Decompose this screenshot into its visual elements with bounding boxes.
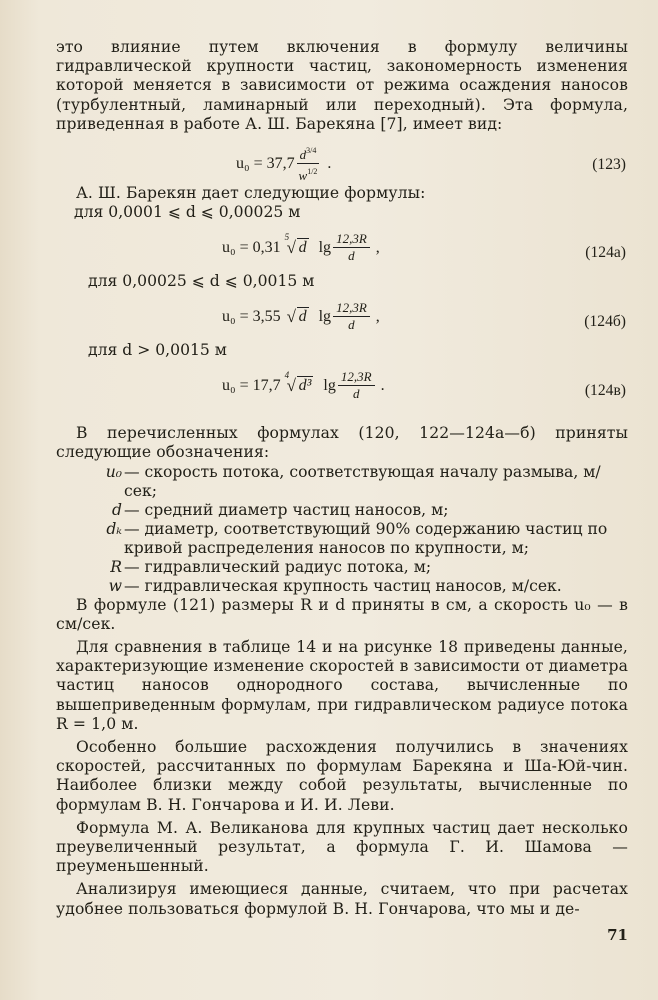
eq124a-label: (124а) [585,244,626,262]
definition-item: d — средний диаметр частиц наносов, м; [112,500,449,519]
eq124a-fraction: $\frac{12,3R}{d}$ [333,232,370,263]
condition-3: для d > 0,0015 м [88,341,227,360]
eq123-lhs: u₀ = 37,7 [236,154,295,172]
paragraph-conclusion: Анализируя имеющиеся данные, считаем, что при расчетах удобнее пользоваться формулой В. Н. Гончарова, что мы и де- [56,880,628,918]
page-number: 71 [607,926,628,944]
eq123-fraction: $\frac{d^{3/4}}{w^{1/2}}$ [298,146,318,184]
condition-1: для 0,0001 ⩽ d ⩽ 0,00025 м [74,203,301,222]
paragraph-barekyan: А. Ш. Барекян дает следующие формулы: [76,184,426,203]
eq123-label: (123) [592,156,626,174]
definition-item: w — гидравлическая крупность частиц наносов, м/сек. [108,576,562,595]
eq124v-label: (124в) [584,382,626,400]
definitions-list [56,463,628,596]
equation-124a: u₀ = 0,31 5 √ d lg $\frac{12,3R}{d}$ , (124а) [222,231,626,264]
equation-124v: u₀ = 17,7 4 √ d³ lg $\frac{12,3R}{d}$ . (124в) [222,369,626,402]
paragraph-units: В формуле (121) размеры R и d приняты в см, а скорость u₀ — в см/сек. [56,595,628,633]
eq124v-root: 4 √ d³ [284,369,312,395]
paragraph-comparison: Для сравнения в таблице 14 и на рисунке 18 приведены данные, характеризующие изменение скоростей в зависимости от диаметра частиц наносов однородного состава, вычисленные по вышеприведенным формулам, при гидравлическом радиусе потока R = 1,0 м. [56,638,628,733]
eq124b-root: √ d [286,306,307,326]
definition-item: u₀ — скорость потока, соответствующая началу размыва, м/сек; [105,462,601,500]
paragraph-intro: это влияние путем включения в формулу величины гидравлической крупности частиц, закономерность изменения которой меняется в зависимости от режима осаждения наносов (турбулентный, ламинарный или переходный). Эта формула, приведенная в работе А. Ш. Барекяна [7], имеет вид: [56,38,628,133]
eq124a-root: 5 √ d [284,231,307,257]
paragraph-velikanov: Формула М. А. Великанова для крупных частиц дает несколько преувеличенный результат, а формула Г. И. Шамова — преуменьшенный. [56,818,628,876]
paragraph-discrepancies: Особенно большие расхождения получились в значениях скоростей, рассчитанных по формулам Барекяна и Ша-Юй-чин. Наиболее близки между собой результаты, вычисленные по формулам В. Н. Гончарова и И. И. Леви. [56,738,628,814]
eq124v-fraction: $\frac{12,3R}{d}$ [338,370,375,401]
definition-item: R — гидравлический радиус потока, м; [110,557,432,576]
equation-123: u₀ = 37,7 $\frac{d^{3/4}}{w^{1/2}}$ . (123) [236,146,626,184]
eq124b-label: (124б) [584,313,626,331]
paragraph-notation: В перечисленных формулах (120, 122—124а—б) приняты следующие обозначения: [56,424,628,462]
equation-124b: u₀ = 3,55 √ d lg $\frac{12,3R}{d}$ , (124б) [222,300,626,333]
eq124b-fraction: $\frac{12,3R}{d}$ [333,301,370,332]
condition-2: для 0,00025 ⩽ d ⩽ 0,0015 м [88,272,315,291]
definition-item: dₖ — диаметр, соответствующий 90% содержанию частиц по кривой распределения наносов по крупности, м; [106,519,608,557]
